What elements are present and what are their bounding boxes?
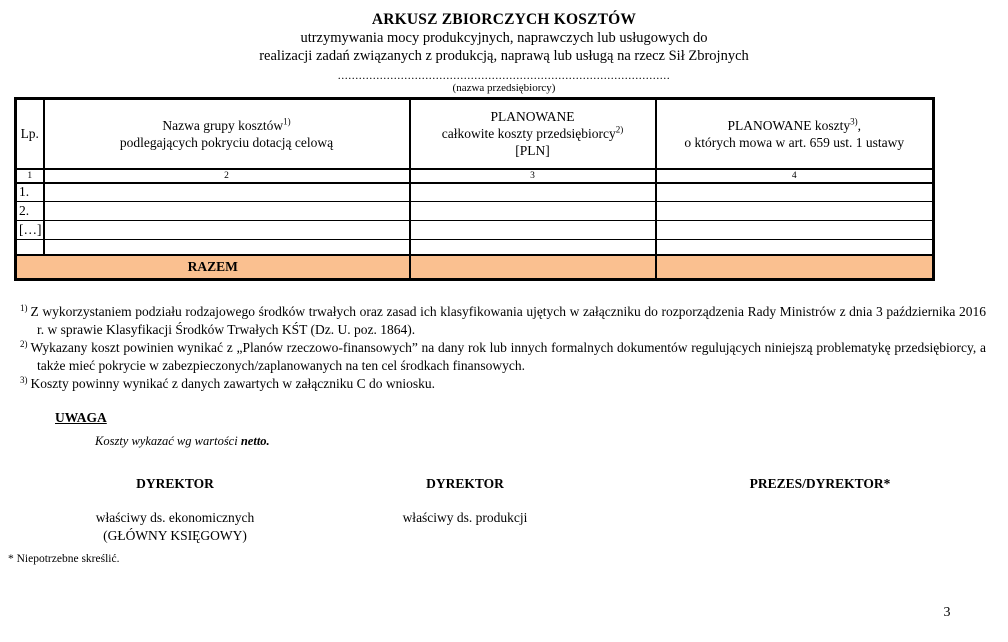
table-header-row bbox=[16, 99, 934, 169]
razem-total-row bbox=[16, 255, 934, 280]
signature-title: PREZES/DYREKTOR* bbox=[749, 476, 891, 491]
footnote-1-marker: 1) bbox=[20, 302, 28, 313]
table-row-2 bbox=[16, 202, 934, 221]
table-row-empty bbox=[16, 240, 934, 255]
planned-art659-cell bbox=[656, 240, 934, 255]
row-number-cell bbox=[16, 240, 44, 255]
col-header-cost-group: Nazwa grupy kosztów$^{1)}$ podlegających pokryciu dotacją celową bbox=[44, 99, 410, 169]
col-header-planned-total: PLANOWANE całkowite koszty przedsiębiorcy$^{2)}$ [PLN] bbox=[410, 99, 656, 169]
document-subtitle-line2: realizacji zadań związanych z produkcją, naprawą lub usługą na rzecz Sił Zbrojnych bbox=[259, 48, 749, 64]
footnote-ref-1: 1) bbox=[283, 116, 291, 127]
footnote-ref-3: 3) bbox=[850, 116, 858, 127]
uwaga-section bbox=[55, 410, 270, 449]
column-number-1: 1 bbox=[16, 169, 44, 183]
signature-role-line1: właściwy ds. produkcji bbox=[402, 510, 528, 525]
column-number-2: 2 bbox=[44, 169, 410, 183]
uwaga-note: Koszty wykazać wg wartości netto. bbox=[95, 434, 270, 448]
planned-total-cell bbox=[410, 183, 656, 202]
company-name-caption: (nazwa przedsiębiorcy) bbox=[452, 82, 556, 94]
signature-role-line1: właściwy ds. ekonomicznych bbox=[95, 510, 255, 525]
footnote-2 bbox=[20, 339, 986, 374]
signature-role-line2: (GŁÓWNY KSIĘGOWY) bbox=[103, 528, 247, 543]
footnote-2-marker: 2) bbox=[20, 338, 28, 349]
footnote-ref-2: 2) bbox=[615, 124, 624, 135]
column-number-4: 4 bbox=[656, 169, 934, 183]
row-number-cell: 2. bbox=[16, 202, 44, 221]
signature-section bbox=[0, 476, 1008, 546]
razem-label-cell: RAZEM bbox=[16, 255, 410, 280]
col-header-planned-art659: PLANOWANE koszty$^{3)}$, o których mowa w art. 659 ust. 1 ustawy bbox=[656, 99, 934, 169]
signature-title: DYREKTOR bbox=[136, 476, 214, 491]
table-row-1 bbox=[16, 183, 934, 202]
planned-art659-cell bbox=[656, 202, 934, 221]
costs-summary-table bbox=[14, 97, 935, 281]
signature-block-production-director bbox=[345, 476, 585, 527]
footnote-1-text: Z wykorzystaniem podziału rodzajowego środków trwałych oraz zasad ich klasyfikowania ujętych w załączniku do rozporządzenia Rady Ministrów z dnia 3 października 2016 r. w sprawie Klasyfikacji Środków Trwałych KŚT (Dz. U. poz. 1864). bbox=[30, 304, 986, 337]
footnote-3-marker: 3) bbox=[20, 374, 28, 385]
company-name-fill-in-line: ............................................................................................... bbox=[337, 68, 671, 82]
column-number-3: 3 bbox=[410, 169, 656, 183]
document-subtitle-line1: utrzymywania mocy produkcyjnych, naprawczych lub usługowych do bbox=[300, 30, 708, 46]
planned-total-cell bbox=[410, 240, 656, 255]
footnote-1 bbox=[20, 303, 986, 338]
cost-group-cell bbox=[44, 221, 410, 240]
uwaga-heading: UWAGA bbox=[55, 410, 107, 425]
page-number: 3 bbox=[943, 605, 951, 620]
document-title: ARKUSZ ZBIORCZYCH KOSZTÓW bbox=[371, 11, 637, 28]
footnote-2-text: Wykazany koszt powinien wynikać z „Planów rzeczowo-finansowych” na dany rok lub innych formalnych dokumentów regulujących niniejszą problematykę przedsiębiorcy, a także mieć pokrycie w zabezpieczonych/zaplanowanych na ten cel środkach finansowych. bbox=[30, 340, 986, 373]
cost-group-cell bbox=[44, 183, 410, 202]
signature-title: DYREKTOR bbox=[426, 476, 504, 491]
col-header-lp: Lp. bbox=[16, 99, 44, 169]
document-header bbox=[0, 11, 1008, 94]
footnote-3-text: Koszty powinny wynikać z danych zawartych w załączniku C do wniosku. bbox=[30, 376, 436, 391]
planned-total-cell bbox=[410, 202, 656, 221]
column-number-row bbox=[16, 169, 934, 183]
signature-block-economic-director bbox=[55, 476, 295, 545]
footnotes bbox=[20, 303, 986, 394]
razem-planned-art659-cell bbox=[656, 255, 934, 280]
signature-block-president-director bbox=[690, 476, 950, 492]
cost-group-cell bbox=[44, 202, 410, 221]
asterisk-footnote: * Niepotrzebne skreślić. bbox=[8, 553, 120, 565]
planned-total-cell bbox=[410, 221, 656, 240]
row-number-cell: 1. bbox=[16, 183, 44, 202]
table-row-ellipsis bbox=[16, 221, 934, 240]
footnote-3 bbox=[20, 375, 986, 393]
planned-art659-cell bbox=[656, 221, 934, 240]
planned-art659-cell bbox=[656, 183, 934, 202]
razem-planned-total-cell bbox=[410, 255, 656, 280]
cost-group-cell bbox=[44, 240, 410, 255]
netto-emphasis: netto. bbox=[240, 434, 270, 448]
row-number-cell: […] bbox=[16, 221, 44, 240]
